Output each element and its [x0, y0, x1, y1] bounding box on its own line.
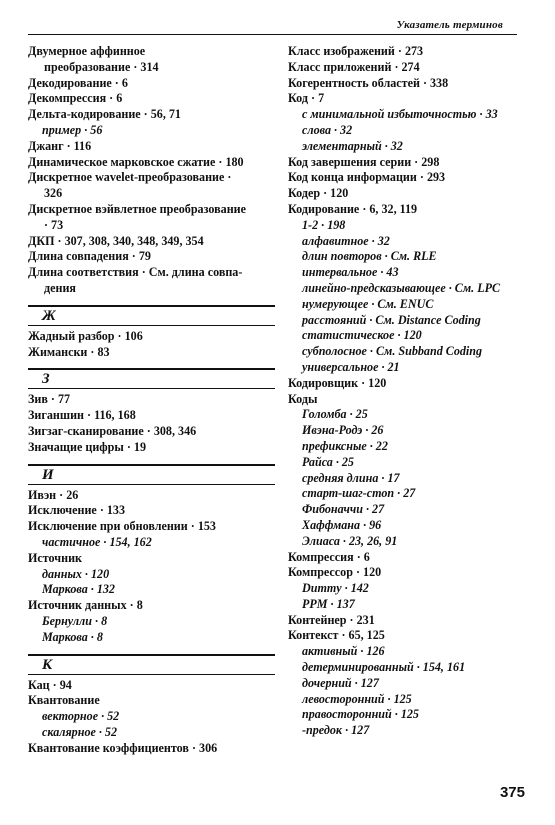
index-entry-text: ДКП · 307, 308, 340, 348, 349, 354: [28, 233, 204, 248]
index-entry: [288, 60, 530, 76]
index-entry: [28, 488, 275, 504]
index-subentry: линейно-предсказывающее · См. LPC: [302, 280, 501, 295]
index-subentry: Маркова · 8: [42, 629, 103, 644]
index-entry-text: Контейнер · 231: [288, 612, 375, 627]
index-entry: [28, 170, 275, 202]
index-subentry: левосторонний · 125: [302, 691, 412, 706]
index-entry: [28, 408, 275, 424]
index-subentry: Dummy · 142: [302, 581, 369, 596]
index-entry-text: Класс изображений · 273: [288, 44, 424, 58]
index-entry: [288, 376, 530, 392]
index-entry: [288, 44, 530, 60]
index-subentry: правосторонний · 125: [302, 707, 419, 722]
index-subentry: Маркова · 132: [42, 582, 115, 597]
index-entry-text: Зиганшин · 116, 168: [28, 408, 136, 423]
index-entry: [288, 186, 530, 202]
index-entry-continuation: · 73: [44, 217, 64, 232]
index-entry: [28, 139, 275, 155]
index-entry: [288, 628, 530, 644]
index-entry: [28, 503, 275, 519]
index-subentry: PPM · 137: [302, 596, 355, 611]
index-entry: [288, 550, 530, 566]
index-subentry: скалярное · 52: [42, 724, 118, 739]
index-subentry: 1-2 · 198: [302, 217, 346, 232]
index-entry: [288, 565, 530, 581]
index-subentry: слова · 32: [302, 122, 353, 137]
index-subentry: субполосное · См. Subband Coding: [302, 344, 483, 359]
index-subentry: универсальное · 21: [302, 359, 400, 374]
index-subentry: частичное · 154, 162: [42, 534, 152, 549]
index-entry-text: Двумерное аффинное: [28, 44, 146, 58]
index-entry-text: Компрессор · 120: [288, 565, 382, 580]
entries-zh: [28, 329, 275, 361]
index-subentry: расстояний · См. Distance Coding: [302, 312, 481, 327]
index-entry-text: Кодировщик · 120: [288, 375, 387, 390]
index-entry: [28, 91, 275, 107]
index-entry-text: Квантование: [28, 693, 100, 708]
index-entry: [28, 519, 275, 535]
index-entry-text: Джанг · 116: [28, 138, 92, 153]
index-entry-text: Источник: [28, 550, 83, 565]
index-subentry: Голомба · 25: [302, 407, 368, 422]
index-entry: [28, 107, 275, 123]
index-subentry: нумерующее · См. ENUC: [302, 296, 434, 311]
index-entry: [28, 678, 275, 694]
entries-k: [28, 678, 275, 757]
index-entry: [28, 598, 275, 614]
index-entry-text: Кац · 94: [28, 677, 72, 692]
index-subentry: Фибоначчи · 27: [302, 502, 385, 517]
index-entry-text: Кодирование · 6, 32, 119: [288, 201, 418, 216]
index-entry: [28, 345, 275, 361]
index-entry-text: Контекст · 65, 125: [288, 628, 385, 643]
index-subentry: Элиаса · 23, 26, 91: [302, 533, 398, 548]
running-head: Указатель терминов: [396, 19, 503, 31]
index-entry: [288, 91, 530, 107]
index-entry-text: Дискретное вэйвлетное преобразование: [28, 201, 247, 216]
index-entry-text: Жадный разбор · 106: [28, 328, 143, 343]
index-subentry: префиксные · 22: [302, 438, 388, 453]
index-entry-text: Код завершения серии · 298: [288, 154, 440, 169]
index-subentry: длин повторов · См. RLE: [302, 249, 437, 264]
index-entry-text: Дельта-кодирование · 56, 71: [28, 107, 181, 122]
section-letter-k: К: [42, 656, 53, 673]
index-entry-text: Код конца информации · 293: [288, 170, 446, 185]
index-entry-text: Значащие цифры · 19: [28, 439, 146, 454]
index-entry-text: Исключение при обновлении · 153: [28, 519, 216, 534]
index-entry: [288, 613, 530, 629]
index-entry: [28, 155, 275, 171]
index-entry-text: Класс приложений · 274: [288, 59, 420, 74]
index-subentry: Ивэна-Родэ · 26: [302, 423, 384, 438]
index-subentry: старт-шаг-стоп · 27: [302, 486, 416, 501]
index-entry-text: Код · 7: [288, 91, 325, 106]
index-subentry: Хаффмана · 96: [302, 517, 382, 532]
section-z: [28, 368, 275, 389]
index-entry: [28, 424, 275, 440]
index-entry-text: Квантование коэффициентов · 306: [28, 740, 218, 755]
section-underline: [28, 388, 275, 389]
index-subentry: данных · 120: [42, 566, 110, 581]
index-entry-continuation: 326: [44, 186, 63, 201]
index-subentry: интервальное · 43: [302, 265, 399, 280]
index-subentry: активный · 126: [302, 644, 385, 659]
header-rule: [28, 34, 517, 35]
index-entry: [28, 76, 275, 92]
index-entry-text: Зигзаг-сканирование · 308, 346: [28, 423, 197, 438]
index-entry-text: Длина соответствия · См. длина совпа-: [28, 265, 243, 280]
index-subentry: векторное · 52: [42, 709, 120, 724]
index-entry: [28, 551, 275, 567]
index-entry-text: Зив · 77: [28, 392, 71, 407]
index-entry: [28, 44, 275, 76]
index-subentry: детерминированный · 154, 161: [302, 660, 466, 675]
index-subentry: элементарный · 32: [302, 138, 403, 153]
entries-i: [28, 488, 275, 646]
section-zh: [28, 305, 275, 326]
index-entry: [288, 76, 530, 92]
section-underline: [28, 674, 275, 675]
index-entry: [28, 234, 275, 250]
index-entry-text: Ивэн · 26: [28, 487, 79, 502]
index-entry-text: Динамическое марковское сжатие · 180: [28, 154, 244, 169]
index-entry-continuation: дения: [44, 280, 76, 295]
section-underline: [28, 484, 275, 485]
index-subentry: средняя длина · 17: [302, 470, 400, 485]
index-entry: [288, 155, 530, 171]
entries-d: [28, 44, 275, 297]
index-subentry: дочерний · 127: [302, 675, 379, 690]
index-subentry: алфавитное · 32: [302, 233, 390, 248]
index-subentry: Райса · 25: [302, 454, 354, 469]
index-entry: [28, 392, 275, 408]
index-entry: [288, 202, 530, 218]
index-entry: [28, 249, 275, 265]
index-entry: [28, 329, 275, 345]
index-entry-text: Кодер · 120: [288, 186, 349, 201]
section-letter-z: З: [42, 371, 50, 388]
index-entry: [288, 170, 530, 186]
index-entry-text: Источник данных · 8: [28, 598, 143, 613]
section-letter-zh: Ж: [42, 307, 56, 324]
index-entry-text: Дискретное wavelet-преобразование ·: [28, 170, 232, 185]
index-entry: [288, 392, 530, 408]
index-entry-text: Жимански · 83: [28, 344, 110, 359]
section-letter-i: И: [42, 466, 54, 483]
index-entry-text: Декодирование · 6: [28, 75, 128, 90]
index-entry-text: Коды: [288, 391, 318, 406]
index-column-left: [28, 44, 275, 756]
page-number: 375: [499, 784, 525, 801]
entries-z: [28, 392, 275, 455]
section-i: [28, 464, 275, 485]
index-entry: [28, 265, 275, 297]
index-entry: [28, 440, 275, 456]
index-subentry: статистическое · 120: [302, 328, 422, 343]
section-underline: [28, 325, 275, 326]
index-entry-text: Когерентность областей · 338: [288, 75, 449, 90]
index-entry: [28, 741, 275, 757]
index-entry-text: Исключение · 133: [28, 503, 126, 518]
index-subentry: Бернулли · 8: [42, 613, 108, 628]
index-subentry: -предок · 127: [302, 723, 370, 738]
section-k: [28, 654, 275, 675]
index-entry-text: Декомпрессия · 6: [28, 91, 123, 106]
entries-k-continued: [288, 44, 530, 739]
index-entry-continuation: преобразование · 314: [44, 59, 159, 74]
index-column-right: [288, 44, 530, 739]
index-subentry: с минимальной избыточностью · 33: [302, 107, 498, 122]
index-entry-text: Длина совпадения · 79: [28, 249, 151, 264]
index-entry: [28, 693, 275, 709]
index-subentry: пример · 56: [42, 122, 103, 137]
index-entry: [28, 202, 275, 234]
index-entry-text: Компрессия · 6: [288, 549, 370, 564]
